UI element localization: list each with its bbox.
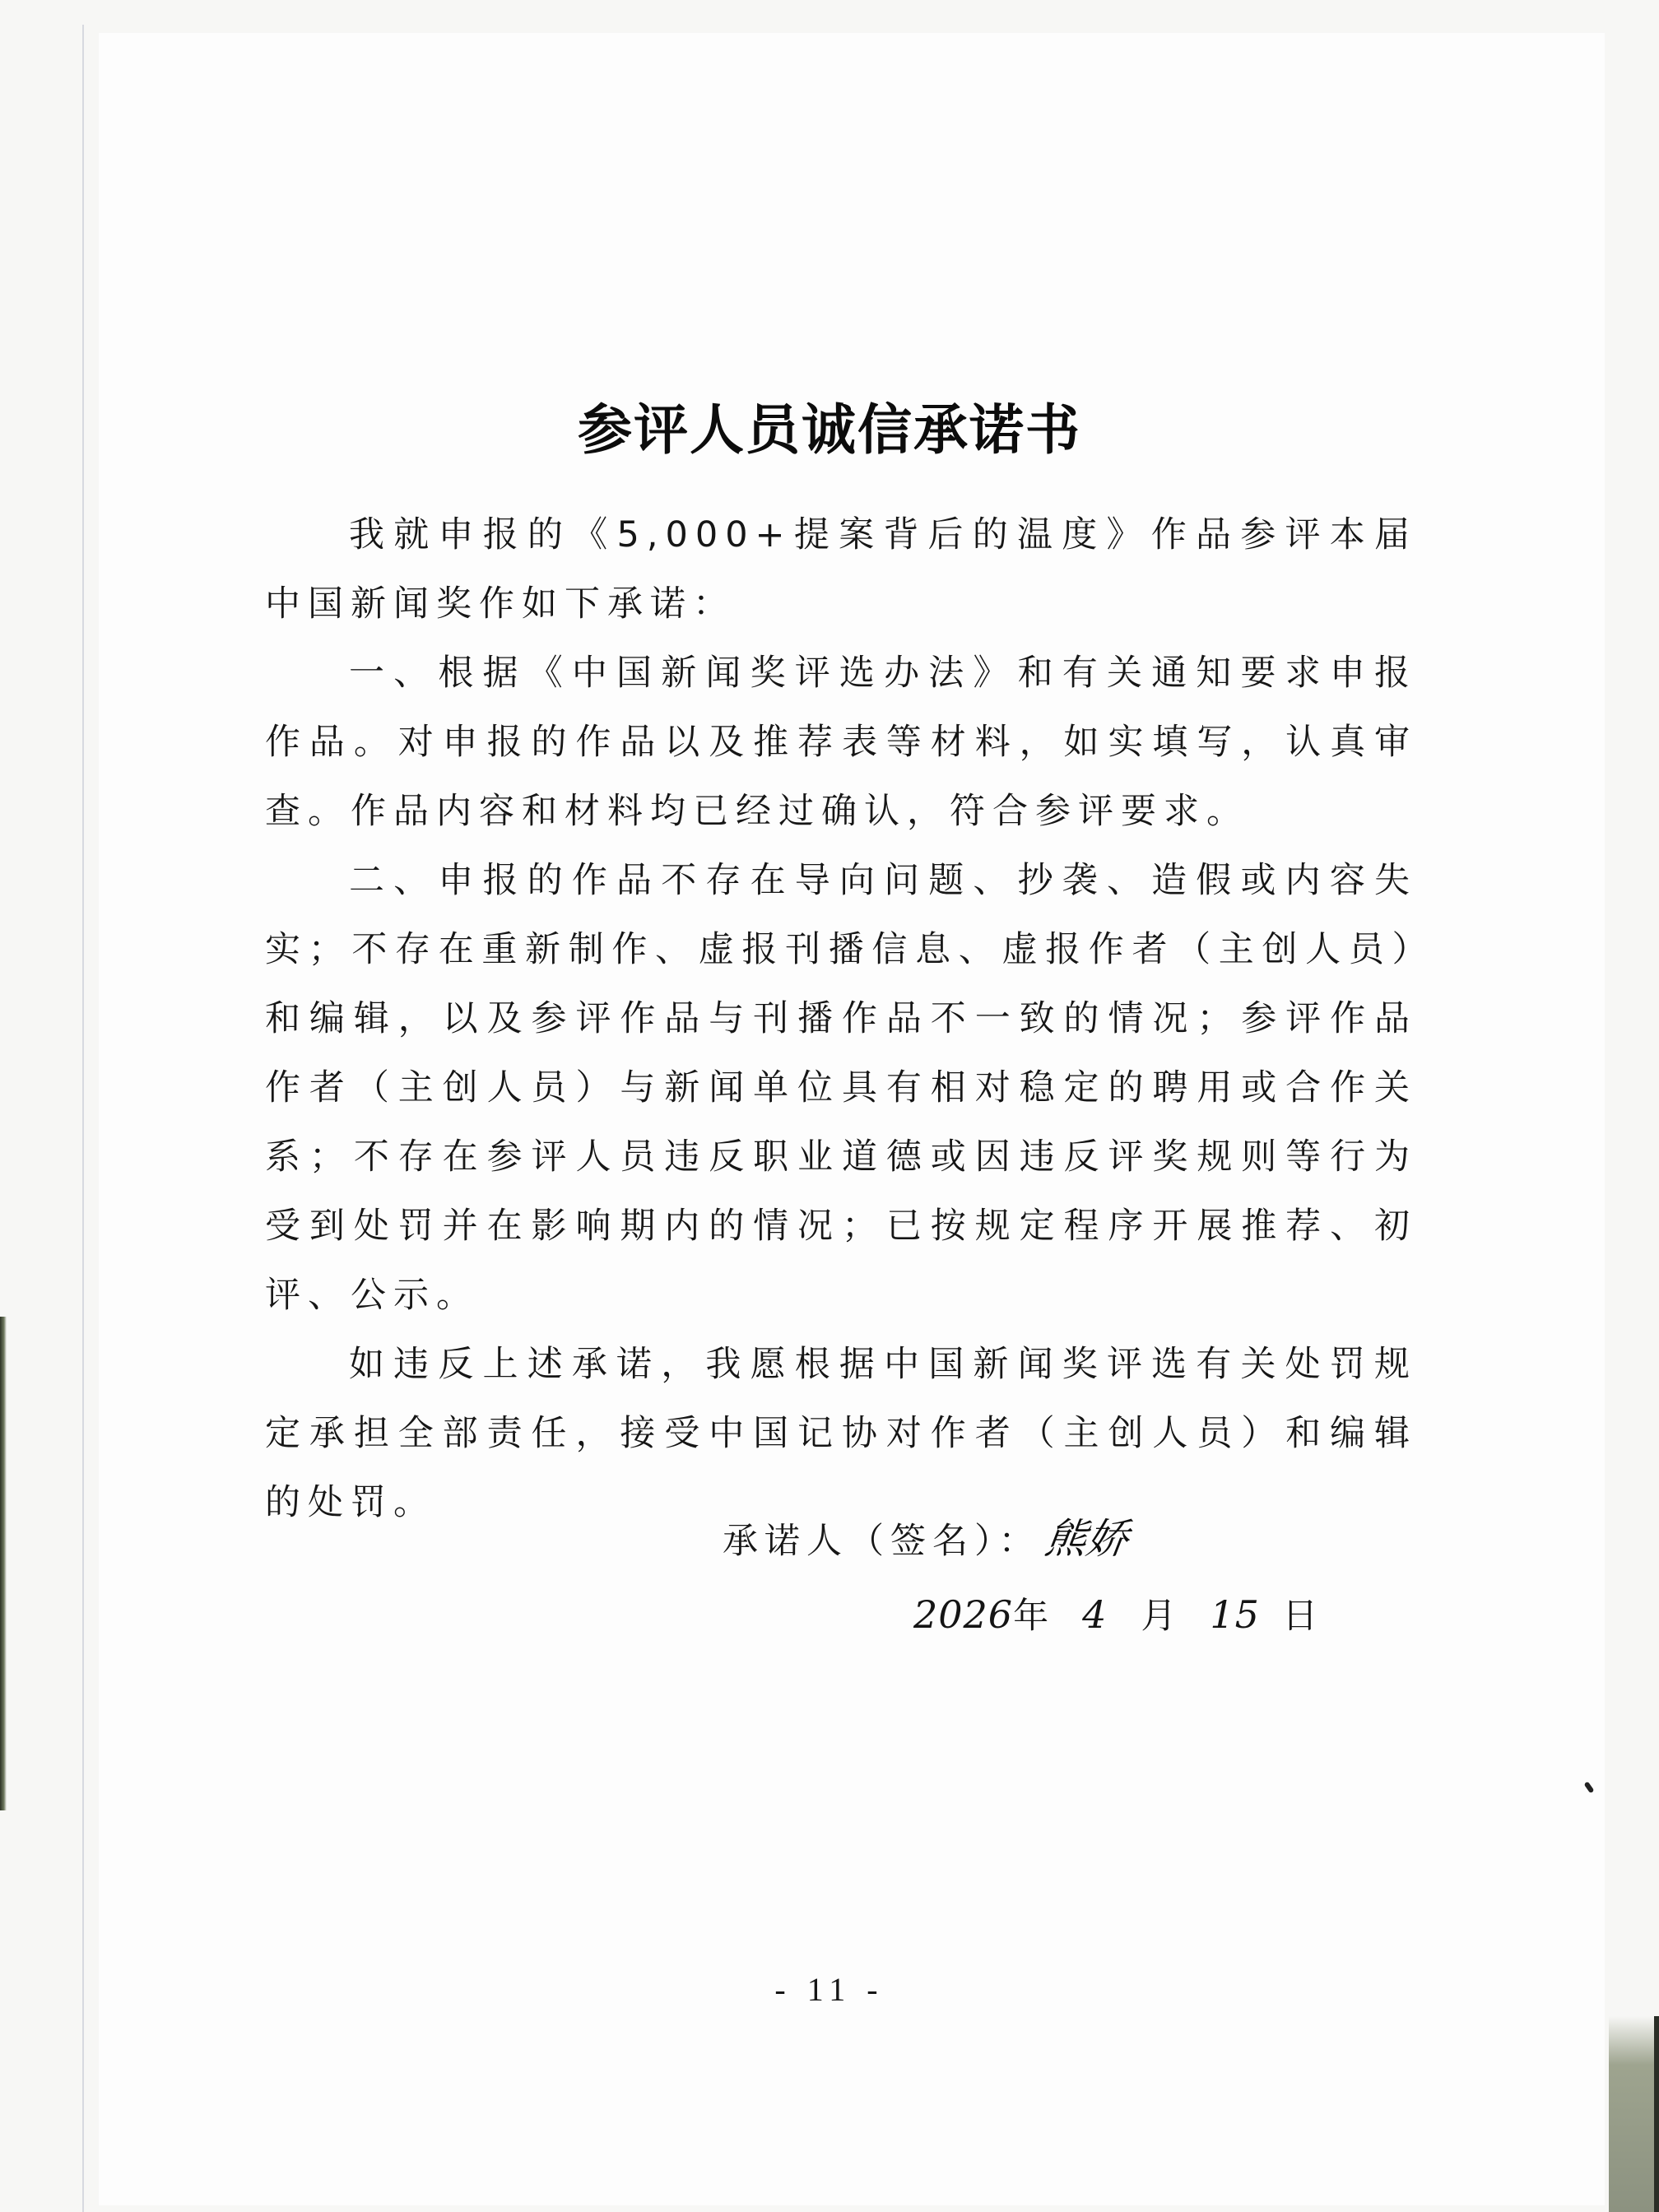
- commitment-item-2: 二、申报的作品不存在导向问题、抄袭、造假或内容失实；不存在重新制作、虚报刊播信息、虚报作者（主创人员）和编辑，以及参评作品与刊播作品不一致的情况；参评作品作者（主创人员）与新闻单位具有相对稳定的聘用或合作关系；不存在参评人员违反职业道德或因违反评奖规则等行为受到处罚并在影响期内的情况；已按规定程序开展推荐、初评、公示。: [265, 860, 1417, 1316]
- scan-fold-line: [82, 25, 84, 2212]
- signature-label: 承诺人（签名）：: [723, 1521, 1041, 1562]
- signature-date: [913, 1588, 1317, 1638]
- scan-edge-shadow-left: [0, 1317, 7, 1810]
- date-month-unit: 月: [1141, 1596, 1177, 1637]
- closing-paragraph: 如违反上述承诺，我愿根据中国新闻奖评选有关处罚规定承担全部责任，接受中国记协对作者（主创人员）和编辑的处罚。: [265, 1344, 1417, 1523]
- date-day: 15: [1210, 1592, 1260, 1637]
- date-month: 4: [1082, 1592, 1108, 1637]
- date-year-unit: 年: [1013, 1596, 1049, 1637]
- signature-block: [723, 1506, 1132, 1565]
- scan-edge-shadow-right: [1609, 2016, 1659, 2212]
- handwritten-signature: 熊娇: [1041, 1515, 1132, 1563]
- date-day-unit: 日: [1282, 1596, 1318, 1637]
- page-number: - 11 -: [774, 1971, 885, 2008]
- document-title: 参评人员诚信承诺书: [578, 397, 1081, 462]
- scan-edge-right: [1654, 2016, 1659, 2212]
- date-year: 2026: [913, 1592, 1014, 1637]
- document-body: [265, 500, 1417, 1537]
- commitment-item-1: 一、根据《中国新闻奖评选办法》和有关通知要求申报作品。对申报的作品以及推荐表等材料，如实填写，认真审查。作品内容和材料均已经过确认，符合参评要求。: [265, 653, 1417, 832]
- intro-paragraph: 我就申报的《5,000+提案背后的温度》作品参评本届中国新闻奖作如下承诺：: [265, 514, 1417, 625]
